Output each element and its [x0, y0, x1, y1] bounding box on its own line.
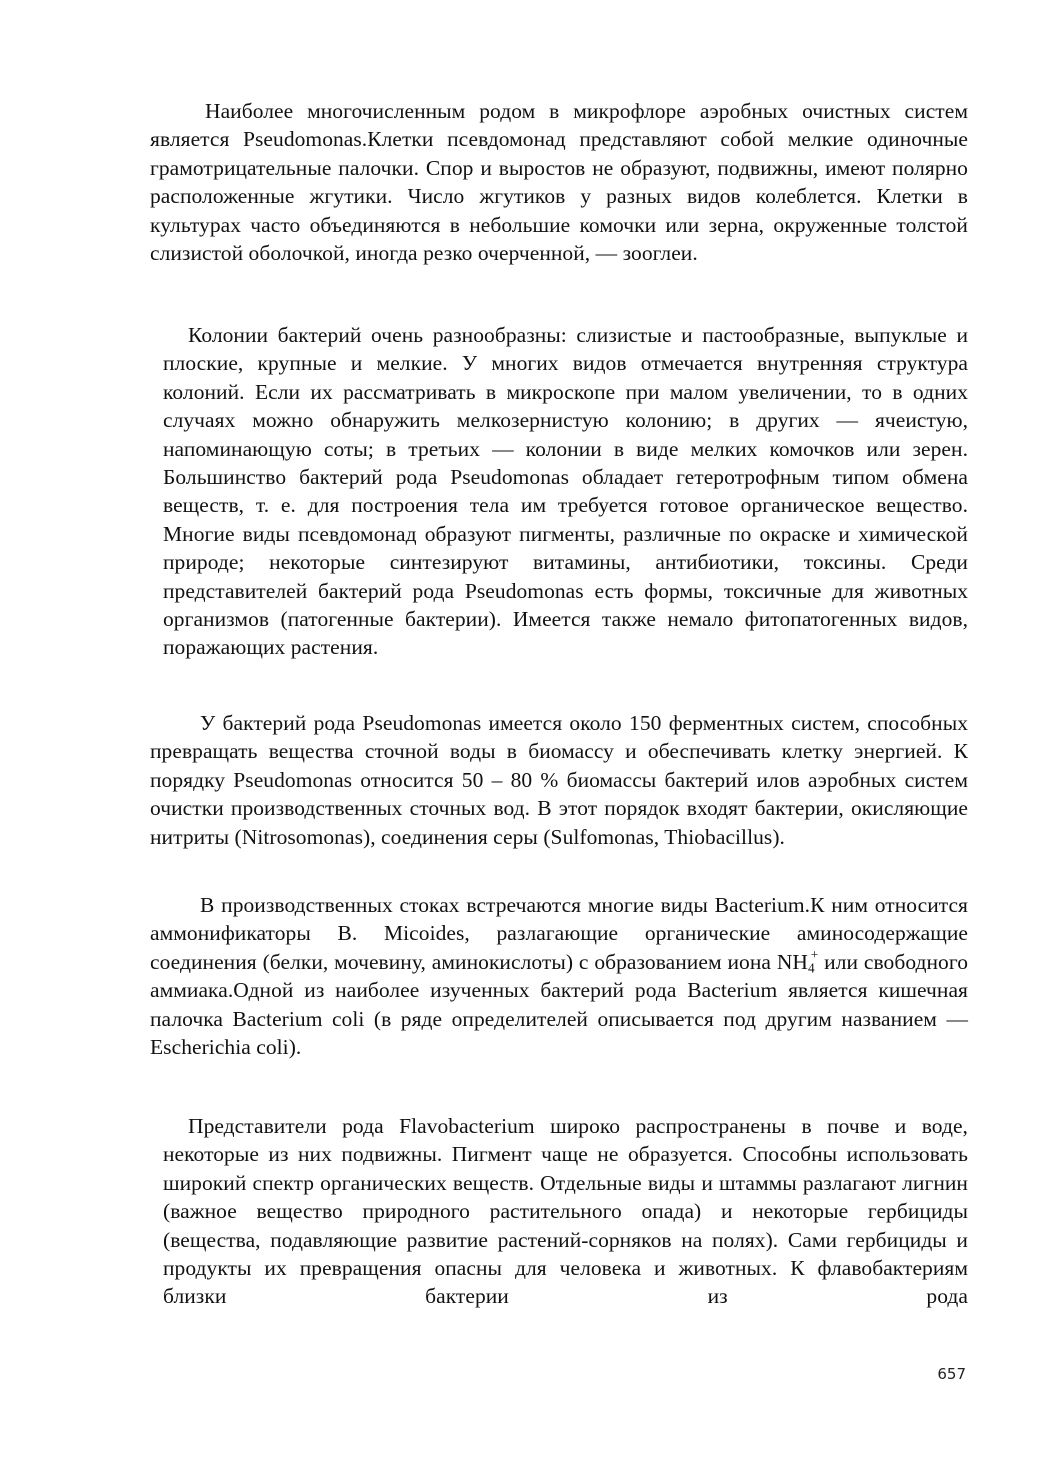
paragraph-bacterium	[150, 891, 968, 1061]
paragraph-pseudomonas-intro: Наиболее многочисленным родом в микрофлоре аэробных очистных систем является Pseudomonas.Клетки псевдомонад представляют собой мелкие одиночные грамотрицательные палочки. Спор и выростов не образуют, подвижны, имеют полярно расположенные жгутики. Число жгутиков у разных видов колеблется. Клетки в культурах часто объединяются в небольшие комочки или зерна, окруженные толстой слизистой оболочкой, иногда резко очерченной, — зооглеи.	[150, 99, 968, 266]
page-number: 657	[937, 1365, 966, 1383]
paragraph-colonies: Колонии бактерий очень разнообразны: слизистые и пастообразные, выпуклые и плоские, крупные и мелкие. У многих видов отмечается внутренняя структура колоний. Если их рассматривать в микроскопе при малом увеличении, то в одних случаях можно обнаружить мелкозернистую колонию; в других — ячеистую, напоминающую соты; в третьих — колонии в виде мелких комочков или зерен. Большинство бактерий рода Pseudomonas обладает гетеротрофным типом обмена веществ, т. е. для построения тела им требуется готовое органическое вещество. Многие виды псевдомонад образуют пигменты, различные по окраске и химической природе; некоторые синтезируют витамины, антибиотики, токсины. Среди представителей бактерий рода Pseudomonas есть формы, токсичные для животных организмов (патогенные бактерии). Имеется также немало фитопатогенных видов, поражающих растения.	[163, 323, 968, 660]
paragraph-bacterium-text-after: или свободного аммиака.Одной из наиболее изученных бактерий рода Bacterium является кишечная палочка Bacterium coli (в ряде определителей описывается под другим названием — Escherichia coli).	[150, 949, 968, 1060]
paragraph-flavobacterium: Представители рода Flavobacterium широко распространены в почве и воде, некоторые из них подвижны. Пигмент чаще не образуется. Способны использовать широкий спектр органических веществ. Отдельные виды и штаммы разлагают лигнин (важное вещество природного растительного опада) и некоторые гербициды (вещества, подавляющие развитие растений-сорняков на полях). Сами гербициды и продукты их превращения опасны для человека и животных. К флавобактериям близки бактерии из рода	[163, 1114, 968, 1309]
paragraph-enzyme-systems: У бактерий рода Pseudomonas имеется около 150 ферментных систем, способных превращать вещества сточной воды в биомассу и обеспечивать клетку энергией. К порядку Pseudomonas относится 50 – 80 % биомассы бактерий илов аэробных систем очистки производственных сточных вод. В этот порядок входят бактерии, окисляющие нитриты (Nitrosomonas), соединения серы (Sulfomonas, Thiobacillus).	[150, 711, 968, 849]
ammonium-subscript: 4	[807, 960, 815, 976]
paragraph-bacterium-text-before: В производственных стоках встречаются многие виды Bacterium.К ним относится аммонификаторы B. Micoides, разлагающие органические аминосодержащие соединения (белки, мочевину, аминокислоты) с образованием иона NH	[150, 893, 968, 974]
ammonium-superscript: +	[810, 946, 819, 962]
